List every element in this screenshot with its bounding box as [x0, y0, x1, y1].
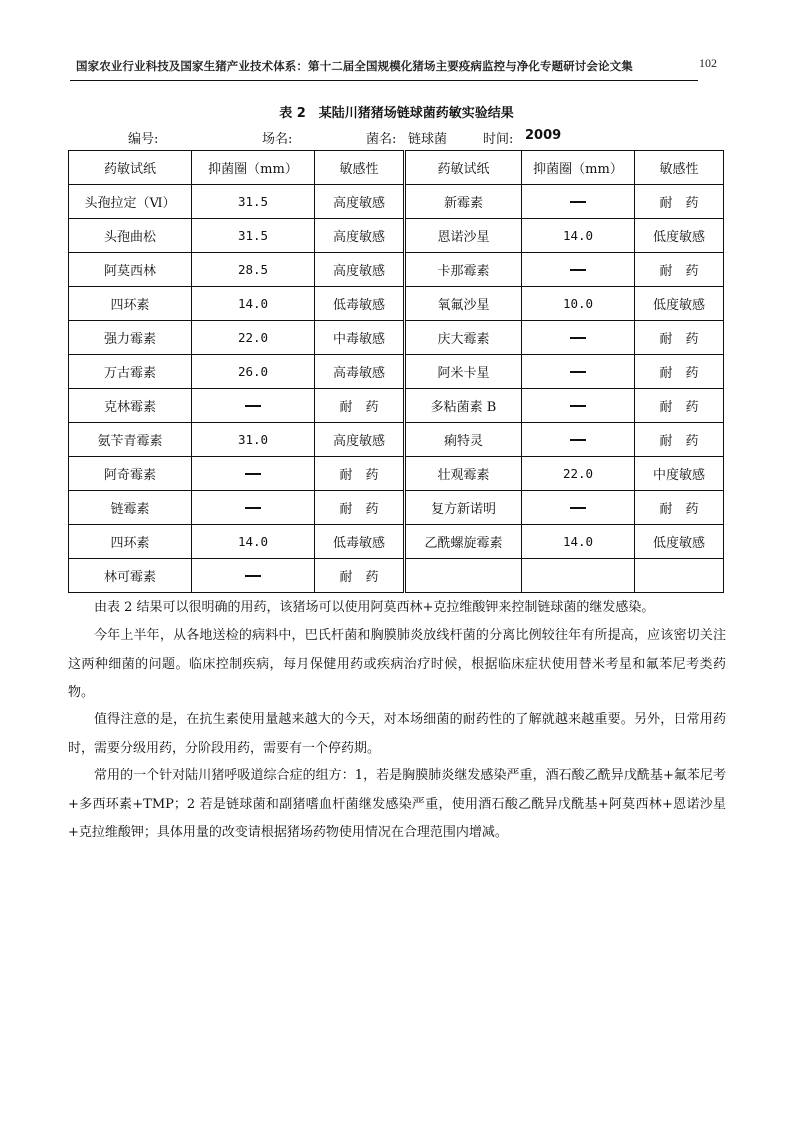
- table-header-row: [69, 151, 724, 185]
- cell-drug: [405, 559, 522, 593]
- cell-sensitivity: 低度敏感: [635, 287, 724, 321]
- dash-mark: [570, 201, 586, 203]
- paragraph-1: 由表 2 结果可以很明确的用药，该猪场可以使用阿莫西林+克拉维酸钾来控制链球菌的继发感染。: [94, 600, 655, 615]
- farm-label: 场名:: [262, 132, 293, 147]
- col-header-zone: 抑菌圈（mm）: [192, 151, 315, 185]
- cell-zone: [522, 389, 635, 423]
- cell-sensitivity: 耐 药: [315, 457, 405, 491]
- cell-zone: [192, 389, 315, 423]
- cell-drug: 乙酰螺旋霉素: [405, 525, 522, 559]
- col-header-zone: 抑菌圈（mm）: [522, 151, 635, 185]
- dash-mark: [570, 439, 586, 441]
- susceptibility-table: [68, 150, 724, 593]
- cell-drug: 氧氟沙星: [405, 287, 522, 321]
- cell-sensitivity: 中毒敏感: [315, 321, 405, 355]
- cell-drug: 强力霉素: [69, 321, 192, 355]
- cell-drug: 林可霉素: [69, 559, 192, 593]
- table-row: [69, 525, 724, 559]
- cell-drug: 阿莫西林: [69, 253, 192, 287]
- paragraph-4: 常用的一个针对陆川猪呼吸道综合症的组方：1，若是胸膜肺炎继发感染严重，酒石酸乙酰异戊酰基+氟苯尼考+多西环素+TMP；2 若是链球菌和副猪嗜血杆菌继发感染严重，使用酒石酸乙酰异戊酰基+阿莫西林+恩诺沙星+克拉维酸钾；具体用量的改变请根据猪场药物使用情况在合理范围内增减。: [68, 768, 726, 840]
- cell-zone: [192, 559, 315, 593]
- table-row: [69, 423, 724, 457]
- running-header: 国家农业行业科技及国家生猪产业技术体系：第十二届全国规模化猪场主要疫病监控与净化专题研讨会论文集: [76, 59, 633, 73]
- cell-sensitivity: 低度敏感: [635, 219, 724, 253]
- paragraph-3: 值得注意的是，在抗生素使用量越来越大的今天，对本场细菌的耐药性的了解就越来越重要。另外，日常用药时，需要分级用药，分阶段用药，需要有一个停药期。: [68, 712, 726, 756]
- cell-sensitivity: 耐 药: [635, 389, 724, 423]
- cell-zone: [192, 491, 315, 525]
- cell-drug: 新霉素: [405, 185, 522, 219]
- table-row: [69, 253, 724, 287]
- cell-drug: 四环素: [69, 525, 192, 559]
- cell-zone: 31.5: [192, 185, 315, 219]
- cell-drug: 头孢曲松: [69, 219, 192, 253]
- strain-value: 链球菌: [408, 132, 448, 147]
- table-row: [69, 355, 724, 389]
- cell-sensitivity: 耐 药: [315, 559, 405, 593]
- cell-sensitivity: 耐 药: [635, 321, 724, 355]
- col-header-drug: 药敏试纸: [69, 151, 192, 185]
- time-value: 2009: [525, 128, 562, 143]
- cell-zone: 14.0: [192, 525, 315, 559]
- cell-sensitivity: 耐 药: [635, 185, 724, 219]
- dash-mark: [570, 371, 586, 373]
- cell-sensitivity: [635, 559, 724, 593]
- dash-mark: [245, 405, 261, 407]
- dash-mark: [245, 473, 261, 475]
- cell-sensitivity: 耐 药: [635, 491, 724, 525]
- cell-drug: 克林霉素: [69, 389, 192, 423]
- cell-drug: 卡那霉素: [405, 253, 522, 287]
- dash-mark: [570, 269, 586, 271]
- dash-mark: [570, 405, 586, 407]
- cell-zone: 28.5: [192, 253, 315, 287]
- cell-drug: 阿奇霉素: [69, 457, 192, 491]
- table-row: [69, 491, 724, 525]
- cell-sensitivity: 高度敏感: [315, 423, 405, 457]
- time-label: 时间:: [483, 132, 514, 147]
- cell-sensitivity: 耐 药: [635, 355, 724, 389]
- paragraph-2: 今年上半年，从各地送检的病料中，巴氏杆菌和胸膜肺炎放线杆菌的分离比例较往年有所提高，应该密切关注这两种细菌的问题。临床控制疾病，每月保健用药或疾病治疗时候，根据临床症状使用替米考星和氟苯尼考类药物。: [68, 628, 726, 700]
- cell-drug: 链霉素: [69, 491, 192, 525]
- header-rule: [70, 80, 698, 81]
- cell-sensitivity: 耐 药: [315, 491, 405, 525]
- table-row: [69, 457, 724, 491]
- cell-sensitivity: 低毒敏感: [315, 525, 405, 559]
- dash-mark: [245, 507, 261, 509]
- cell-sensitivity: 耐 药: [635, 423, 724, 457]
- cell-drug: 阿米卡星: [405, 355, 522, 389]
- cell-zone: 14.0: [522, 525, 635, 559]
- page-number: 102: [699, 56, 717, 70]
- cell-sensitivity: 中度敏感: [635, 457, 724, 491]
- col-header-sensitivity: 敏感性: [315, 151, 405, 185]
- cell-sensitivity: 低度敏感: [635, 525, 724, 559]
- cell-zone: [522, 321, 635, 355]
- cell-drug: 头孢拉定（Ⅵ）: [69, 185, 192, 219]
- cell-zone: [522, 355, 635, 389]
- dash-mark: [245, 575, 261, 577]
- cell-zone: 31.0: [192, 423, 315, 457]
- cell-zone: 26.0: [192, 355, 315, 389]
- cell-sensitivity: 高度敏感: [315, 185, 405, 219]
- cell-sensitivity: 高度敏感: [315, 253, 405, 287]
- cell-drug: 四环素: [69, 287, 192, 321]
- cell-zone: [522, 559, 635, 593]
- table-row: [69, 389, 724, 423]
- cell-drug: 复方新诺明: [405, 491, 522, 525]
- cell-sensitivity: 低毒敏感: [315, 287, 405, 321]
- cell-zone: 10.0: [522, 287, 635, 321]
- col-header-sensitivity: 敏感性: [635, 151, 724, 185]
- table-row: [69, 321, 724, 355]
- cell-drug: 庆大霉素: [405, 321, 522, 355]
- cell-drug: 痢特灵: [405, 423, 522, 457]
- cell-sensitivity: 耐 药: [635, 253, 724, 287]
- table-meta: [0, 128, 793, 148]
- cell-zone: [522, 423, 635, 457]
- table-title: 表 2 某陆川猪猪场链球菌药敏实验结果: [279, 106, 514, 121]
- cell-zone: 31.5: [192, 219, 315, 253]
- cell-drug: 氨苄青霉素: [69, 423, 192, 457]
- cell-zone: 14.0: [192, 287, 315, 321]
- cell-zone: 14.0: [522, 219, 635, 253]
- cell-drug: 壮观霉素: [405, 457, 522, 491]
- cell-drug: 多粘菌素 B: [405, 389, 522, 423]
- cell-zone: 22.0: [522, 457, 635, 491]
- cell-sensitivity: 耐 药: [315, 389, 405, 423]
- cell-zone: [192, 457, 315, 491]
- strain-label: 菌名:: [366, 132, 397, 147]
- dash-mark: [570, 337, 586, 339]
- table-row: [69, 287, 724, 321]
- cell-zone: [522, 491, 635, 525]
- table-row: [69, 559, 724, 593]
- cell-zone: 22.0: [192, 321, 315, 355]
- cell-zone: [522, 185, 635, 219]
- cell-sensitivity: 高毒敏感: [315, 355, 405, 389]
- cell-zone: [522, 253, 635, 287]
- cell-drug: 恩诺沙星: [405, 219, 522, 253]
- cell-sensitivity: 高度敏感: [315, 219, 405, 253]
- col-header-drug: 药敏试纸: [405, 151, 522, 185]
- dash-mark: [570, 507, 586, 509]
- cell-drug: 万古霉素: [69, 355, 192, 389]
- table-row: [69, 219, 724, 253]
- id-label: 编号:: [128, 132, 159, 147]
- table-row: [69, 185, 724, 219]
